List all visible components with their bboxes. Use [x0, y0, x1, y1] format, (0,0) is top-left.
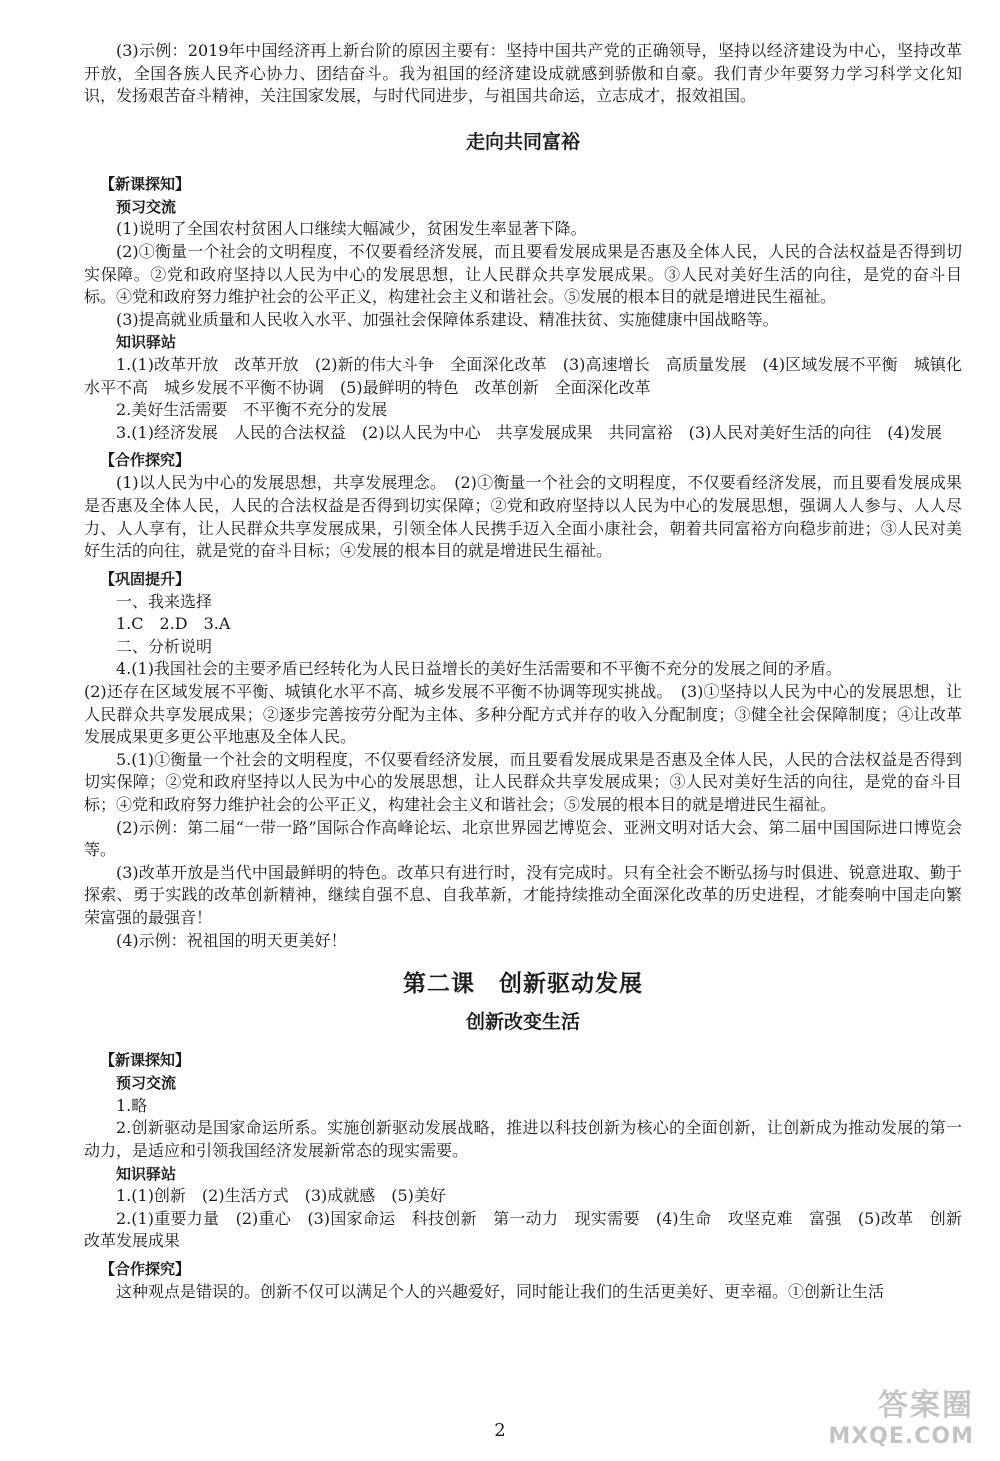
paragraph: (1)以人民为中心的发展思想，共享发展理念。 (2)①衡量一个社会的文明程度，不仅要看经济发展，而且要看发展成果是否惠及全体人民，人民的合法权益是否得到切实保障；②党和政府坚持以人民为中心的发展思想，强调人人参与、人人尽力、人人享有，让人民群众共享发展成果，引领全体人民携手迈入全面小康社会，朝着共同富裕方向稳步前进；③人民对美好生活的向往，就是党的奋斗目标；④发展的根本目的就是增进民生福祉。 — [84, 473, 962, 561]
paragraph: 1.(1)创新 (2)生活方式 (3)成就感 (5)美好 — [116, 1186, 446, 1206]
paragraph: 1.(1)改革开放 改革开放 (2)新的伟大斗争 全面深化改革 (3)高速增长 高质量发展 (4)区域发展不平衡 城镇化水平不高 城乡发展不平衡不协调 (5)最鲜明的特色 改革创新 全面深化改革 — [84, 354, 962, 397]
watermark — [828, 1380, 974, 1449]
section-title: 走向共同富裕 — [465, 130, 580, 153]
bracket-heading: 【新课探知】 — [100, 1051, 191, 1070]
paragraph: 二、分析说明 — [116, 636, 213, 656]
paragraph: (2)①衡量一个社会的文明程度，不仅要看经济发展，而且要看发展成果是否惠及全体人民，人民的合法权益是否得到切实保障。②党和政府坚持以人民为中心的发展思想，让人民群众共享发展成果。③人民对美好生活的向往，是党的奋斗目标。④党和政府努力维护社会的公平正义，构建社会主义和谐社会。⑤发展的根本目的就是增进民生福祉。 — [84, 241, 962, 307]
sub-heading: 预习交流 — [116, 197, 177, 216]
paragraph: (3)改革开放是当代中国最鲜明的特色。改革只有进行时，没有完成时。只有全社会不断弘扬与时俱进、锐意进取、勤于探索、勇于实践的改革创新精神，继续自强不息、自我革新，才能持续推动全面深化改革的历史进程，才能奏响中国走向繁荣富强的最强音！ — [84, 862, 962, 927]
bracket-heading: 【新课探知】 — [100, 174, 191, 193]
paragraph: (3)示例：2019年中国经济再上新台阶的原因主要有：坚持中国共产党的正确领导，坚持以经济建设为中心，坚持改革开放，全国各族人民齐心协力、团结奋斗。我为祖国的经济建设成就感到骄傲和自豪。我们青少年要努力学习科学文化知识，发扬艰苦奋斗精神，关注国家发展，与时代同进步，与祖国共命运，立志成才，报效祖国。 — [84, 41, 962, 106]
paragraph: (2)还存在区域发展不平衡、城镇化水平不高、城乡发展不平衡不协调等现实挑战。 (3)①坚持以人民为中心的发展思想，让人民群众共享发展成果；②逐步完善按劳分配为主体、多种分配方式并存的收入分配制度；③健全社会保障制度；④让改革发展成果更多更公平地惠及全体人民。 — [84, 682, 962, 747]
paragraph: 5.(1)①衡量一个社会的文明程度，不仅要看经济发展，而且要看发展成果是否惠及全体人民，人民的合法权益是否得到切实保障；②党和政府坚持以人民为中心的发展思想，让人民群众共享发展成果；③人民对美好生活的向往，是党的奋斗目标；④党和政府努力维护社会的公平正义，构建社会主义和谐社会；⑤发展的根本目的就是增进民生福祉。 — [84, 749, 962, 815]
paragraph: 2.(1)重要力量 (2)重心 (3)国家命运 科技创新 第一动力 现实需要 (4)生命 攻坚克难 富强 (5)改革 创新 改革发展成果 — [84, 1208, 979, 1251]
paragraph: 4.(1)我国社会的主要矛盾已经转化为人民日益增长的美好生活需要和不平衡不充分的发展之间的矛盾。 — [116, 659, 842, 679]
bracket-heading: 【巩固提升】 — [100, 569, 191, 588]
paragraph: 2.美好生活需要 不平衡不充分的发展 — [116, 400, 388, 420]
sub-heading: 知识驿站 — [116, 1164, 177, 1183]
paragraph: 1.C 2.D 3.A — [116, 614, 231, 634]
page-content — [84, 40, 979, 1304]
paragraph: 1.略 — [116, 1095, 148, 1115]
sub-heading: 知识驿站 — [116, 333, 177, 352]
paragraph: 这种观点是错误的。创新不仅可以满足个人的兴趣爱好，同时能让我们的生活更美好、更幸福。①创新让生活 — [116, 1281, 885, 1301]
paragraph: 3.(1)经济发展 人民的合法权益 (2)以人民为中心 共享发展成果 共同富裕 (3)人民对美好生活的向往 (4)发展 — [116, 422, 942, 442]
watermark-url: MXQE.COM — [828, 1424, 974, 1449]
paragraph: 一、我来选择 — [116, 591, 213, 611]
watermark-logo: 答案圈 — [878, 1388, 974, 1423]
lesson-title: 第二课 创新驱动发展 — [403, 971, 643, 998]
section-title: 创新改变生活 — [465, 1011, 580, 1034]
paragraph: 2.创新驱动是国家命运所系。实施创新驱动发展战略，推进以科技创新为核心的全面创新，让创新成为推动发展的第一动力，是适应和引领我国经济发展新常态的现实需要。 — [84, 1118, 962, 1160]
bracket-heading: 【合作探究】 — [100, 451, 191, 470]
paragraph: (4)示例：祝祖国的明天更美好！ — [116, 930, 347, 950]
bracket-heading: 【合作探究】 — [100, 1259, 191, 1278]
page-number: 2 — [494, 1420, 506, 1441]
paragraph: (1)说明了全国农村贫困人口继续大幅减少，贫困发生率显著下降。 — [116, 219, 587, 239]
paragraph: (2)示例：第二届“一带一路”国际合作高峰论坛、北京世界园艺博览会、亚洲文明对话大会、第二届中国国际进口博览会等。 — [84, 817, 962, 860]
sub-heading: 预习交流 — [116, 1074, 177, 1093]
paragraph: (3)提高就业质量和人民收入水平、加强社会保障体系建设、精准扶贫、实施健康中国战略等。 — [116, 309, 779, 329]
